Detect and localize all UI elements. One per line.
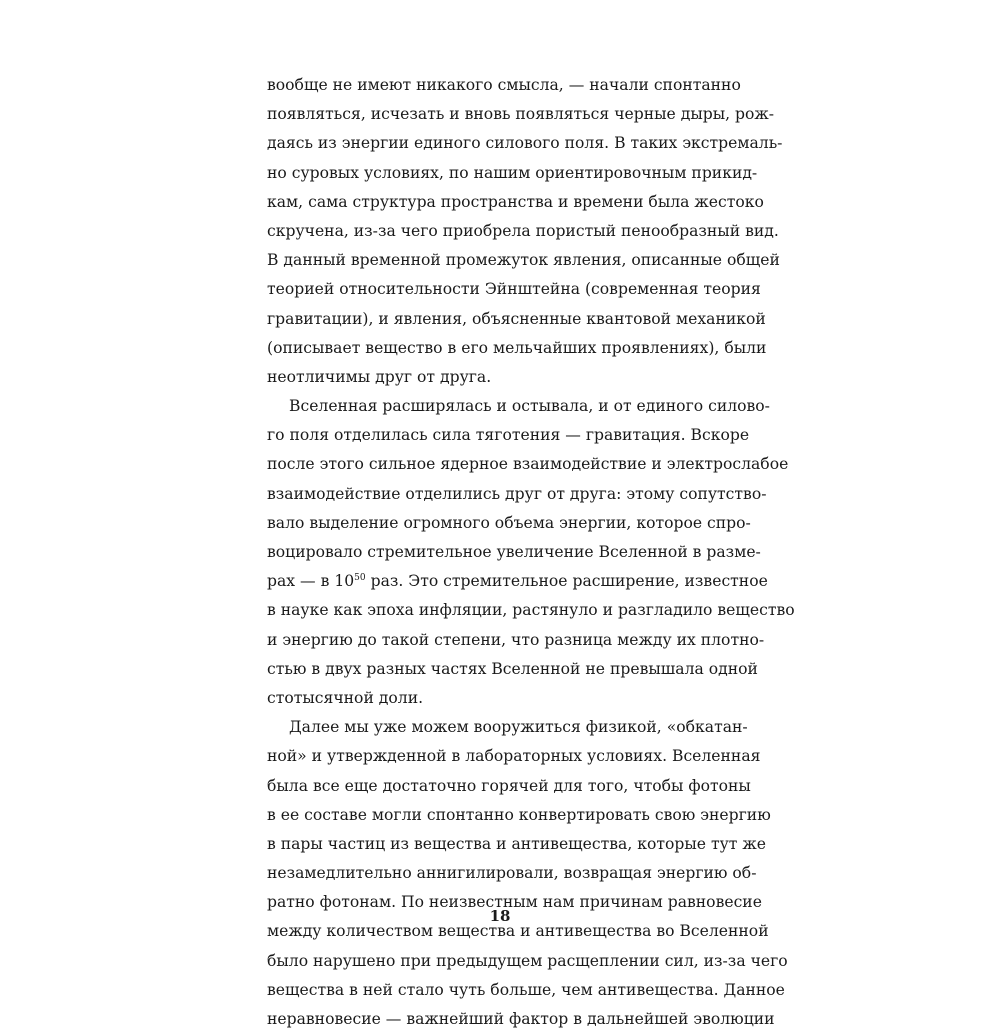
text-line: В данный временной промежуток явления, описанные общей <box>267 251 780 270</box>
text-line: после этого сильное ядерное взаимодействие и электрослабое <box>267 455 789 474</box>
text-line: неравновесие — важнейший фактор в дальнейшей эволюции <box>267 1010 775 1028</box>
text-line: воцировало стремительное увеличение Вселенной в разме- <box>267 543 761 561</box>
text-line: и энергию до такой степени, что разница между их плотно- <box>267 630 765 649</box>
text-line: вало выделение огромного объема энергии, которое спро- <box>267 513 751 532</box>
text-line: стью в двух разных частях Вселенной не превышала одной <box>267 659 758 678</box>
text-line: вещества в ней стало чуть больше, чем антивещества. Данное <box>267 980 785 999</box>
exponent: 50 <box>354 573 366 584</box>
text-line: в пары частиц из вещества и антивещества, которые тут же <box>267 834 766 853</box>
text-line: стотысячной доли. <box>267 688 424 707</box>
text-line: кам, сама структура пространства и времени была жестоко <box>267 192 764 211</box>
body-text <box>267 71 795 1034</box>
text-line: неотличимы друг от друга. <box>267 367 492 386</box>
text-line: Вселенная расширялась и остывала, и от единого силово- <box>289 397 770 416</box>
text-line: вообще не имеют никакого смысла, — начали спонтанно <box>267 76 741 94</box>
text-line: появляться, исчезать и вновь появляться черные дыры, рож- <box>267 105 775 124</box>
text-line: была все еще достаточно горячей для того, чтобы фотоны <box>267 776 751 795</box>
text-line: в науке как эпоха инфляции, растянуло и разгладило вещество <box>267 601 795 620</box>
text-line: го поля отделилась сила тяготения — гравитация. Вскоре <box>267 426 750 445</box>
text-line: теорией относительности Эйнштейна (современная теория <box>267 280 761 299</box>
text-line: (описывает вещество в его мельчайших проявлениях), были <box>267 338 767 357</box>
text-line: в ее составе могли спонтанно конвертировать свою энергию <box>267 805 771 824</box>
text-line: ной» и утвержденной в лабораторных условиях. Вселенная <box>267 747 761 766</box>
text-line: между количеством вещества и антивещества во Вселенной <box>267 922 769 941</box>
text-line: даясь из энергии единого силового поля. В таких экстремаль- <box>267 134 783 153</box>
text-line: взаимодействие отделились друг от друга: этому сопутство- <box>267 484 767 503</box>
text-line: гравитации), и явления, объясненные квантовой механикой <box>267 309 766 328</box>
page-number: 18 <box>489 907 511 925</box>
text-line: было нарушено при предыдущем расщеплении сил, из-за чего <box>267 951 788 970</box>
text-line: но суровых условиях, по нашим ориентировочным прикид- <box>267 163 758 182</box>
text-line-end: раз. Это стремительное расширение, известное <box>365 572 768 591</box>
text-line: незамедлительно аннигилировали, возвращая энергию об- <box>267 864 757 883</box>
text-line: скручена, из-за чего приобрела пористый пенообразный вид. <box>267 221 779 240</box>
text-line-start: рах — в 10 <box>267 572 355 591</box>
text-line-with-exponent <box>267 567 768 596</box>
text-line: Далее мы уже можем вооружиться физикой, «обкатан- <box>289 718 748 737</box>
text-line: ратно фотонам. По неизвестным нам причинам равновесие <box>267 893 762 912</box>
